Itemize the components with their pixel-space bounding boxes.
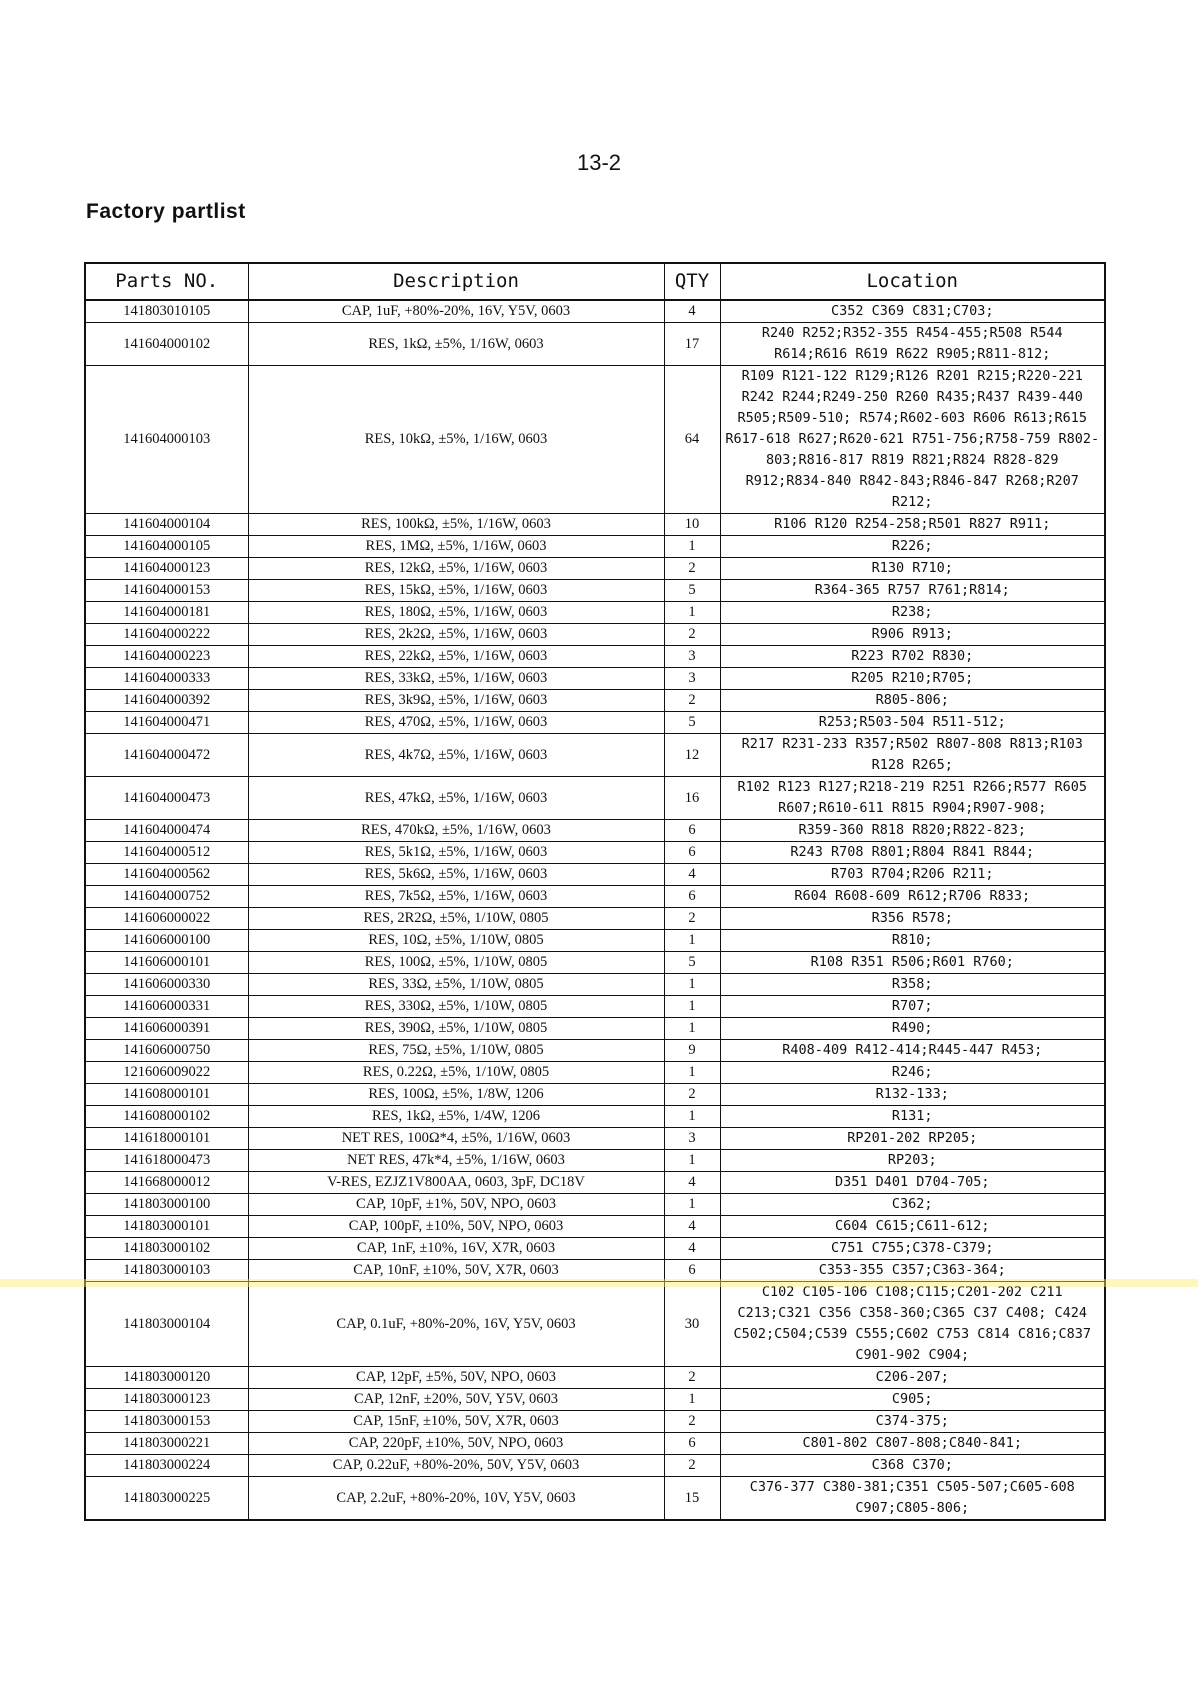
cell-description: CAP, 220pF, ±10%, 50V, NPO, 0603: [248, 1433, 664, 1455]
cell-part-number: 141606000331: [85, 996, 248, 1018]
cell-location: R205 R210;R705;: [720, 668, 1105, 690]
cell-part-number: 141604000105: [85, 536, 248, 558]
cell-part-number: 141604000512: [85, 842, 248, 864]
table-row: [85, 300, 1105, 323]
cell-location: R240 R252;R352-355 R454-455;R508 R544 R614;R616 R619 R622 R905;R811-812;: [720, 323, 1105, 366]
cell-location: C801-802 C807-808;C840-841;: [720, 1433, 1105, 1455]
cell-quantity: 2: [664, 908, 720, 930]
cell-location: R810;: [720, 930, 1105, 952]
cell-description: RES, 100kΩ, ±5%, 1/16W, 0603: [248, 514, 664, 536]
cell-description: RES, 33Ω, ±5%, 1/10W, 0805: [248, 974, 664, 996]
cell-location: C374-375;: [720, 1411, 1105, 1433]
cell-part-number: 141604000104: [85, 514, 248, 536]
cell-part-number: 141606000022: [85, 908, 248, 930]
cell-quantity: 1: [664, 536, 720, 558]
cell-part-number: 141604000471: [85, 712, 248, 734]
cell-quantity: 6: [664, 820, 720, 842]
cell-description: RES, 0.22Ω, ±5%, 1/10W, 0805: [248, 1062, 664, 1084]
cell-quantity: 1: [664, 1062, 720, 1084]
cell-quantity: 4: [664, 1216, 720, 1238]
table-header-row: [85, 263, 1105, 300]
table-row: [85, 974, 1105, 996]
cell-part-number: 141606000750: [85, 1040, 248, 1062]
cell-part-number: 141803000102: [85, 1238, 248, 1260]
table-row: [85, 668, 1105, 690]
cell-quantity: 17: [664, 323, 720, 366]
parts-table: [84, 262, 1106, 1521]
table-row: [85, 734, 1105, 777]
cell-description: V-RES, EZJZ1V800AA, 0603, 3pF, DC18V: [248, 1172, 664, 1194]
cell-quantity: 1: [664, 1018, 720, 1040]
cell-quantity: 2: [664, 1411, 720, 1433]
cell-description: RES, 1kΩ, ±5%, 1/4W, 1206: [248, 1106, 664, 1128]
cell-description: CAP, 10nF, ±10%, 50V, X7R, 0603: [248, 1260, 664, 1282]
scan-highlight-line: [0, 1279, 1198, 1287]
cell-description: RES, 10Ω, ±5%, 1/10W, 0805: [248, 930, 664, 952]
table-row: [85, 908, 1105, 930]
table-row: [85, 1216, 1105, 1238]
table-row: [85, 930, 1105, 952]
cell-location: C362;: [720, 1194, 1105, 1216]
cell-location: R408-409 R412-414;R445-447 R453;: [720, 1040, 1105, 1062]
table-row: [85, 366, 1105, 514]
cell-description: CAP, 1nF, ±10%, 16V, X7R, 0603: [248, 1238, 664, 1260]
cell-part-number: 141604000562: [85, 864, 248, 886]
cell-description: RES, 5k1Ω, ±5%, 1/16W, 0603: [248, 842, 664, 864]
cell-description: RES, 7k5Ω, ±5%, 1/16W, 0603: [248, 886, 664, 908]
cell-location: C368 C370;: [720, 1455, 1105, 1477]
cell-location: R238;: [720, 602, 1105, 624]
cell-quantity: 6: [664, 1433, 720, 1455]
column-header-qty: QTY: [664, 263, 720, 300]
cell-location: R253;R503-504 R511-512;: [720, 712, 1105, 734]
cell-part-number: 141604000223: [85, 646, 248, 668]
cell-part-number: 141604000123: [85, 558, 248, 580]
cell-quantity: 1: [664, 1194, 720, 1216]
cell-location: R109 R121-122 R129;R126 R201 R215;R220-221 R242 R244;R249-250 R260 R435;R437 R439-440 R505;R509-510; R574;R602-603 R606 R613;R615 R617-618 R627;R620-621 R751-756;R758-759 R802-803;R816-817 R819 R821;R824 R828-829 R912;R834-840 R842-843;R846-847 R268;R207 R212;: [720, 366, 1105, 514]
cell-part-number: 141803000153: [85, 1411, 248, 1433]
table-row: [85, 864, 1105, 886]
table-row: [85, 777, 1105, 820]
cell-part-number: 141803000101: [85, 1216, 248, 1238]
cell-quantity: 30: [664, 1282, 720, 1367]
table-row: [85, 646, 1105, 668]
cell-location: R906 R913;: [720, 624, 1105, 646]
cell-description: CAP, 0.22uF, +80%-20%, 50V, Y5V, 0603: [248, 1455, 664, 1477]
cell-description: RES, 4k7Ω, ±5%, 1/16W, 0603: [248, 734, 664, 777]
table-row: [85, 842, 1105, 864]
cell-description: RES, 2R2Ω, ±5%, 1/10W, 0805: [248, 908, 664, 930]
cell-location: R131;: [720, 1106, 1105, 1128]
cell-part-number: 141604000181: [85, 602, 248, 624]
cell-quantity: 64: [664, 366, 720, 514]
cell-quantity: 4: [664, 864, 720, 886]
cell-part-number: 141604000333: [85, 668, 248, 690]
cell-part-number: 141803000225: [85, 1477, 248, 1521]
cell-part-number: 141604000474: [85, 820, 248, 842]
table-row: [85, 1389, 1105, 1411]
cell-part-number: 141604000472: [85, 734, 248, 777]
cell-part-number: 141803000123: [85, 1389, 248, 1411]
cell-description: CAP, 10pF, ±1%, 50V, NPO, 0603: [248, 1194, 664, 1216]
table-row: [85, 1411, 1105, 1433]
cell-description: RES, 2k2Ω, ±5%, 1/16W, 0603: [248, 624, 664, 646]
cell-quantity: 2: [664, 558, 720, 580]
cell-part-number: 141618000473: [85, 1150, 248, 1172]
cell-quantity: 10: [664, 514, 720, 536]
cell-quantity: 12: [664, 734, 720, 777]
cell-quantity: 1: [664, 930, 720, 952]
cell-description: RES, 3k9Ω, ±5%, 1/16W, 0603: [248, 690, 664, 712]
cell-description: CAP, 2.2uF, +80%-20%, 10V, Y5V, 0603: [248, 1477, 664, 1521]
cell-quantity: 5: [664, 580, 720, 602]
cell-part-number: 141604000752: [85, 886, 248, 908]
cell-quantity: 6: [664, 1260, 720, 1282]
cell-description: CAP, 100pF, ±10%, 50V, NPO, 0603: [248, 1216, 664, 1238]
cell-part-number: 141803000104: [85, 1282, 248, 1367]
cell-location: R226;: [720, 536, 1105, 558]
cell-part-number: 141606000100: [85, 930, 248, 952]
cell-part-number: 141803000221: [85, 1433, 248, 1455]
cell-location: C352 C369 C831;C703;: [720, 300, 1105, 323]
cell-quantity: 4: [664, 300, 720, 323]
table-row: [85, 1282, 1105, 1367]
cell-part-number: 141604000102: [85, 323, 248, 366]
cell-part-number: 141604000473: [85, 777, 248, 820]
cell-location: R102 R123 R127;R218-219 R251 R266;R577 R605 R607;R610-611 R815 R904;R907-908;: [720, 777, 1105, 820]
cell-quantity: 3: [664, 668, 720, 690]
cell-quantity: 1: [664, 1389, 720, 1411]
table-row: [85, 1128, 1105, 1150]
cell-description: RES, 33kΩ, ±5%, 1/16W, 0603: [248, 668, 664, 690]
table-row: [85, 712, 1105, 734]
cell-location: R217 R231-233 R357;R502 R807-808 R813;R103 R128 R265;: [720, 734, 1105, 777]
cell-location: C751 C755;C378-C379;: [720, 1238, 1105, 1260]
cell-location: C376-377 C380-381;C351 C505-507;C605-608 C907;C805-806;: [720, 1477, 1105, 1521]
cell-location: R805-806;: [720, 690, 1105, 712]
column-header-parts-no: Parts NO.: [85, 263, 248, 300]
cell-description: RES, 1kΩ, ±5%, 1/16W, 0603: [248, 323, 664, 366]
cell-quantity: 5: [664, 712, 720, 734]
cell-description: CAP, 0.1uF, +80%-20%, 16V, Y5V, 0603: [248, 1282, 664, 1367]
cell-location: R243 R708 R801;R804 R841 R844;: [720, 842, 1105, 864]
cell-quantity: 3: [664, 1128, 720, 1150]
table-row: [85, 624, 1105, 646]
cell-description: NET RES, 47k*4, ±5%, 1/16W, 0603: [248, 1150, 664, 1172]
cell-description: RES, 180Ω, ±5%, 1/16W, 0603: [248, 602, 664, 624]
cell-description: RES, 390Ω, ±5%, 1/10W, 0805: [248, 1018, 664, 1040]
cell-quantity: 4: [664, 1238, 720, 1260]
table-row: [85, 1106, 1105, 1128]
cell-description: CAP, 1uF, +80%-20%, 16V, Y5V, 0603: [248, 300, 664, 323]
cell-quantity: 2: [664, 1084, 720, 1106]
cell-quantity: 16: [664, 777, 720, 820]
cell-part-number: 141604000222: [85, 624, 248, 646]
cell-location: R364-365 R757 R761;R814;: [720, 580, 1105, 602]
cell-location: R707;: [720, 996, 1105, 1018]
cell-location: C206-207;: [720, 1367, 1105, 1389]
table-row: [85, 323, 1105, 366]
cell-quantity: 4: [664, 1172, 720, 1194]
page-title: Factory partlist: [86, 200, 246, 223]
cell-quantity: 15: [664, 1477, 720, 1521]
table-row: [85, 514, 1105, 536]
table-row: [85, 1238, 1105, 1260]
cell-description: RES, 12kΩ, ±5%, 1/16W, 0603: [248, 558, 664, 580]
cell-location: C905;: [720, 1389, 1105, 1411]
cell-location: C102 C105-106 C108;C115;C201-202 C211 C213;C321 C356 C358-360;C365 C37 C408; C424 C502;C504;C539 C555;C602 C753 C814 C816;C837 C901-902 C904;: [720, 1282, 1105, 1367]
cell-location: R358;: [720, 974, 1105, 996]
table-row: [85, 1367, 1105, 1389]
table-row: [85, 1433, 1105, 1455]
cell-quantity: 2: [664, 1455, 720, 1477]
table-row: [85, 820, 1105, 842]
table-row: [85, 1455, 1105, 1477]
cell-location: R703 R704;R206 R211;: [720, 864, 1105, 886]
cell-description: RES, 5k6Ω, ±5%, 1/16W, 0603: [248, 864, 664, 886]
table-row: [85, 1150, 1105, 1172]
cell-quantity: 5: [664, 952, 720, 974]
table-row: [85, 602, 1105, 624]
cell-quantity: 2: [664, 1367, 720, 1389]
table-row: [85, 536, 1105, 558]
cell-quantity: 6: [664, 886, 720, 908]
cell-part-number: 141604000103: [85, 366, 248, 514]
table-row: [85, 1018, 1105, 1040]
cell-quantity: 9: [664, 1040, 720, 1062]
table-row: [85, 952, 1105, 974]
cell-description: RES, 10kΩ, ±5%, 1/16W, 0603: [248, 366, 664, 514]
page-number: 13-2: [576, 150, 622, 175]
cell-part-number: 141606000391: [85, 1018, 248, 1040]
cell-part-number: 141604000392: [85, 690, 248, 712]
cell-location: R132-133;: [720, 1084, 1105, 1106]
cell-location: R130 R710;: [720, 558, 1105, 580]
cell-quantity: 3: [664, 646, 720, 668]
cell-quantity: 1: [664, 1150, 720, 1172]
cell-location: C353-355 C357;C363-364;: [720, 1260, 1105, 1282]
cell-part-number: 141803000120: [85, 1367, 248, 1389]
cell-part-number: 141606000101: [85, 952, 248, 974]
cell-quantity: 1: [664, 996, 720, 1018]
cell-part-number: 141803010105: [85, 300, 248, 323]
table-row: [85, 996, 1105, 1018]
cell-location: RP201-202 RP205;: [720, 1128, 1105, 1150]
cell-part-number: 141608000101: [85, 1084, 248, 1106]
table-body: [85, 300, 1105, 1520]
cell-part-number: 141618000101: [85, 1128, 248, 1150]
cell-location: R246;: [720, 1062, 1105, 1084]
column-header-description: Description: [248, 263, 664, 300]
table-row: [85, 1062, 1105, 1084]
cell-location: R223 R702 R830;: [720, 646, 1105, 668]
cell-quantity: 1: [664, 602, 720, 624]
cell-quantity: 2: [664, 624, 720, 646]
cell-part-number: 121606009022: [85, 1062, 248, 1084]
table-row: [85, 580, 1105, 602]
cell-description: RES, 47kΩ, ±5%, 1/16W, 0603: [248, 777, 664, 820]
cell-part-number: 141604000153: [85, 580, 248, 602]
cell-description: RES, 330Ω, ±5%, 1/10W, 0805: [248, 996, 664, 1018]
table-row: [85, 1477, 1105, 1521]
cell-quantity: 2: [664, 690, 720, 712]
cell-location: R356 R578;: [720, 908, 1105, 930]
cell-description: RES, 22kΩ, ±5%, 1/16W, 0603: [248, 646, 664, 668]
cell-description: RES, 100Ω, ±5%, 1/10W, 0805: [248, 952, 664, 974]
cell-description: RES, 470Ω, ±5%, 1/16W, 0603: [248, 712, 664, 734]
table-row: [85, 1040, 1105, 1062]
cell-location: R490;: [720, 1018, 1105, 1040]
cell-part-number: 141803000224: [85, 1455, 248, 1477]
cell-description: RES, 470kΩ, ±5%, 1/16W, 0603: [248, 820, 664, 842]
cell-location: R108 R351 R506;R601 R760;: [720, 952, 1105, 974]
cell-part-number: 141803000100: [85, 1194, 248, 1216]
cell-part-number: 141606000330: [85, 974, 248, 996]
cell-location: R359-360 R818 R820;R822-823;: [720, 820, 1105, 842]
cell-description: CAP, 12pF, ±5%, 50V, NPO, 0603: [248, 1367, 664, 1389]
table-row: [85, 1172, 1105, 1194]
cell-description: CAP, 12nF, ±20%, 50V, Y5V, 0603: [248, 1389, 664, 1411]
table-row: [85, 1194, 1105, 1216]
cell-location: R604 R608-609 R612;R706 R833;: [720, 886, 1105, 908]
table-row: [85, 558, 1105, 580]
cell-description: RES, 1MΩ, ±5%, 1/16W, 0603: [248, 536, 664, 558]
cell-description: RES, 75Ω, ±5%, 1/10W, 0805: [248, 1040, 664, 1062]
cell-quantity: 1: [664, 974, 720, 996]
column-header-location: Location: [720, 263, 1105, 300]
cell-description: CAP, 15nF, ±10%, 50V, X7R, 0603: [248, 1411, 664, 1433]
cell-description: RES, 100Ω, ±5%, 1/8W, 1206: [248, 1084, 664, 1106]
cell-part-number: 141608000102: [85, 1106, 248, 1128]
cell-description: NET RES, 100Ω*4, ±5%, 1/16W, 0603: [248, 1128, 664, 1150]
cell-quantity: 1: [664, 1106, 720, 1128]
cell-location: R106 R120 R254-258;R501 R827 R911;: [720, 514, 1105, 536]
cell-description: RES, 15kΩ, ±5%, 1/16W, 0603: [248, 580, 664, 602]
table-row: [85, 1084, 1105, 1106]
cell-part-number: 141668000012: [85, 1172, 248, 1194]
cell-location: D351 D401 D704-705;: [720, 1172, 1105, 1194]
cell-quantity: 6: [664, 842, 720, 864]
table-row: [85, 886, 1105, 908]
cell-location: RP203;: [720, 1150, 1105, 1172]
table-row: [85, 690, 1105, 712]
cell-part-number: 141803000103: [85, 1260, 248, 1282]
cell-location: C604 C615;C611-612;: [720, 1216, 1105, 1238]
